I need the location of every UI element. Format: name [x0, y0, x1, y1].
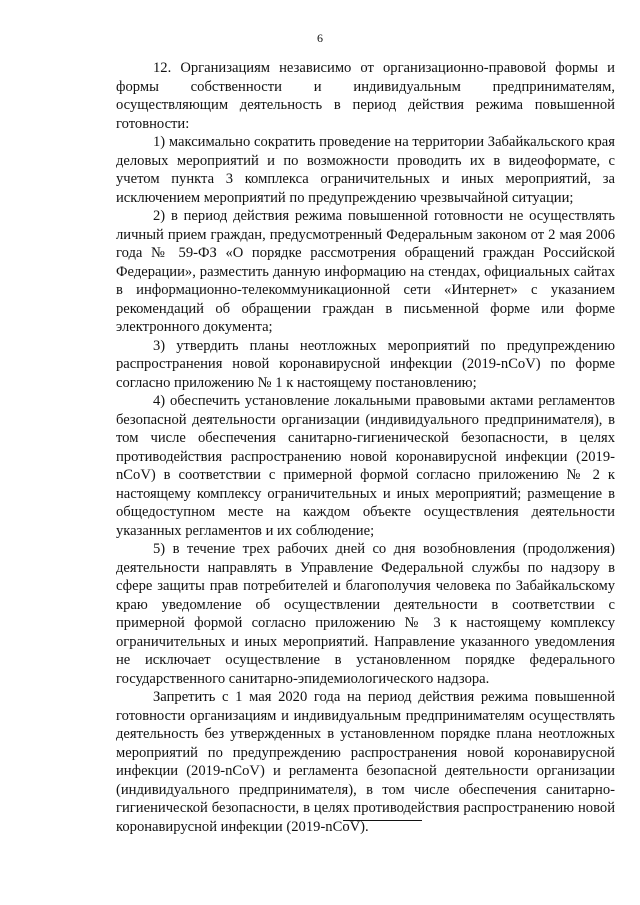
paragraph-subitem-1: 1) максимально сократить проведение на территории Забайкальского края деловых мероприятий и по возможности проводить их в видеоформате, с учетом пункта 3 комплекса ограничительных и иных мероприятий, за исключением мероприятий по предупреждению чрезвычайной ситуации;	[116, 134, 615, 206]
paragraph-subitem-3: 3) утвердить планы неотложных мероприятий по предупреждению распространения новой коронавирусной инфекции (2019-nCoV) по форме согласно приложению № 1 к настоящему постановлению;	[116, 337, 615, 391]
paragraph-subitem-2: 2) в период действия режима повышенной готовности не осуществлять личный прием граждан, предусмотренный Федеральным законом от 2 мая 2006 года № 59-ФЗ «О порядке рассмотрения обращений граждан Российской Федерации», разместить данную информацию на стендах, официальных сайтах в информационно-телекоммуникационной сети «Интернет» с указанием рекомендаций об обращении граждан в письменной форме или форме электронного документа;	[116, 208, 615, 335]
paragraph-item-12: 12. Организациям независимо от организационно-правовой формы и формы собственности и индивидуальным предпринимателям, осуществляющим деятельность в период действия режима повышенной готовности:	[116, 60, 615, 132]
paragraph-subitem-4: 4) обеспечить установление локальными правовыми актами регламентов безопасной деятельности организации (индивидуального предпринимателя), в том числе обеспечения санитарно-гигиенической безопасности, в целях противодействия распространению новой коронавирусной инфекции (2019-nCoV) в соответствии с примерной формой согласно приложению № 2 к настоящему комплексу ограничительных и иных мероприятий; размещение в общедоступном месте на каждом объекте осуществления деятельности указанных регламентов и их соблюдение;	[116, 393, 615, 539]
end-separator-line	[343, 820, 422, 821]
paragraph-prohibition: Запретить с 1 мая 2020 года на период действия режима повышенной готовности организациям и индивидуальным предпринимателям осуществлять деятельность без утвержденных в установленном порядке плана неотложных мероприятий по предупреждению распространения новой коронавирусной инфекции (2019-nCoV) и регламента безопасной деятельности организации (индивидуального предпринимателя), в том числе обеспечения санитарно-гигиенической безопасности, в целях противодействия распространению новой коронавирусной инфекции (2019-nCoV).	[116, 689, 615, 835]
document-body	[116, 59, 615, 836]
page-number: 6	[317, 31, 323, 45]
paragraph-subitem-5: 5) в течение трех рабочих дней со дня возобновления (продолжения) деятельности направлять в Управление Федеральной службы по надзору в сфере защиты прав потребителей и благополучия человека по Забайкальскому краю уведомление об осуществлении деятельности в соответствии с примерной формой согласно приложению № 3 к настоящему комплексу ограничительных и иных мероприятий. Направление указанного уведомления не исключает осуществление в установленном порядке федерального государственного санитарно-эпидемиологического надзора.	[116, 541, 615, 687]
